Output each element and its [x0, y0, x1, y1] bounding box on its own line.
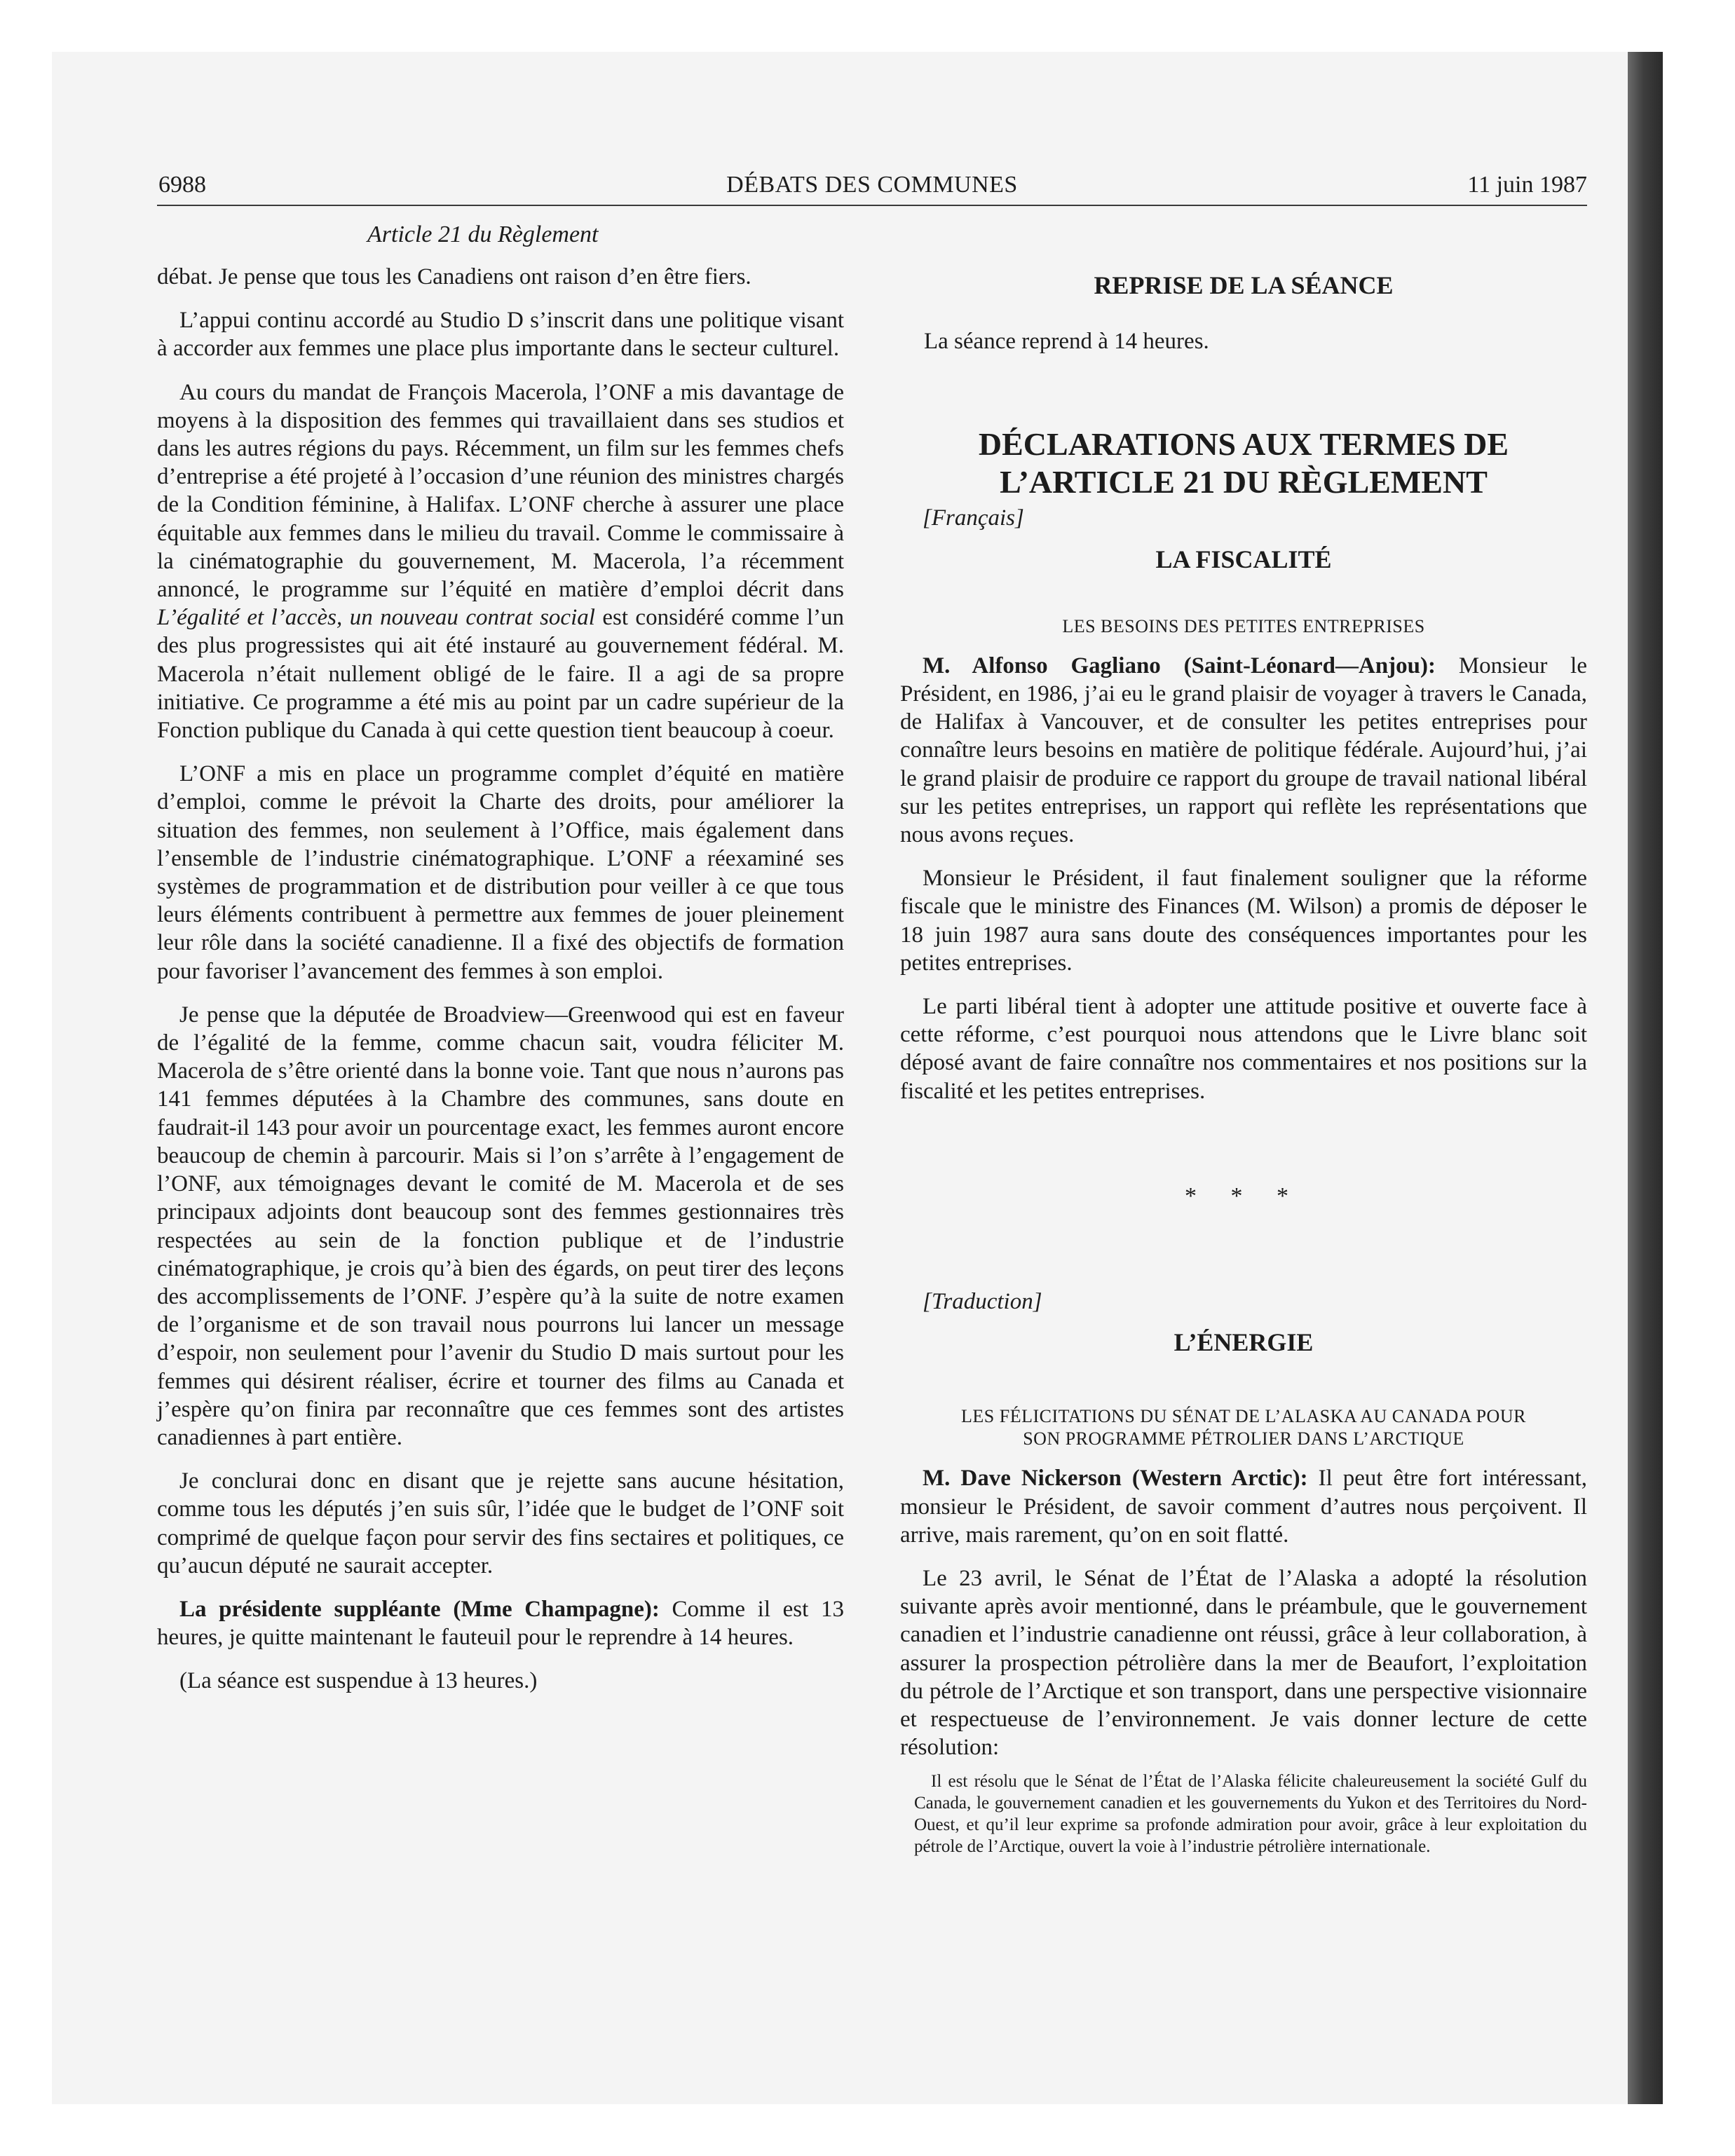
paragraph-text: est considéré comme l’un des plus progressistes qui ait été instauré au gouvernement fédéral. M. Macerola n’était nullement obligé de le faire. Il a agi de sa propre initiative. Ce programme a été mis au point par un cadre supérieur de la Fonction publique du Canada à qui cette question tient beaucoup à coeur.	[157, 605, 845, 744]
section-subheading: SON PROGRAMME PÉTROLIER DANS L’ARCTIQUE	[1023, 1428, 1464, 1449]
paragraph: Je conclurai donc en disant que je rejette sans aucune hésitation, comme tous les députés j’en suis sûr, l’idée que le budget de l’ONF soit comprimé de quelque façon pour servir des fins sectaires et politiques, ce qu’aucun député ne saurait accepter.	[157, 1468, 844, 1578]
running-header	[157, 172, 1587, 205]
paragraph: L’ONF a mis en place un programme complet d’équité en matière d’emploi, comme le prévoit la Charte des droits, pour améliorer la situation des femmes, non seulement à l’Office, mais également dans l’ensemble de l’industrie cinématographique. L’ONF a réexaminé ses systèmes de programmation et de distribution pour veiller à ce que tous leurs éléments contribuent à permettre aux femmes de jouer pleinement leur rôle dans la société canadienne. Il a fixé des objectifs de formation pour favoriser l’avancement des femmes à son emploi.	[157, 761, 844, 984]
paragraph: L’appui continu accordé au Studio D s’inscrit dans une politique visant à accorder aux femmes une place plus importante dans le secteur culturel.	[157, 308, 844, 362]
paragraph: débat. Je pense que tous les Canadiens ont raison d’en être fiers.	[157, 264, 751, 289]
section-heading: LA FISCALITÉ	[1155, 545, 1332, 573]
paragraph: Le 23 avril, le Sénat de l’État de l’Alaska a adopté la résolution suivante après avoir mentionné, dans le préambule, que le gouvernement canadien et l’industrie canadienne ont réussi, grâce à leur collaboration, à assurer la prospection pétrolière dans la mer de Beaufort, l’exploitation du pétrole de l’Arctique et son transport, dans une perspective visionnaire et respectueuse de l’environnement. Je vais donner lecture de cette résolution:	[900, 1566, 1587, 1761]
paragraph: Je pense que la députée de Broadview—Greenwood qui est en faveur de l’égalité de la femme, comme chacun sait, voudra féliciter M. Macerola de s’être orienté dans la bonne voie. Tant que nous n’aurons pas 141 femmes députées à la Chambre des communes, sans doute en faudrait-il 143 pour avoir un pourcentage exact, les femmes auront encore beaucoup de chemin à parcourir. Mais si l’on s’arrête à l’engagement de l’ONF, aux témoignages devant le comité de M. Macerola et de ses principaux adjoints dont beaucoup sont des femmes gestionnaires très respectées au sein de la fonction publique et de l’industrie cinématographique, je crois qu’à bien des égards, on peut tirer des leçons des accomplissements de l’ONF. J’espère qu’à la suite de notre examen de l’organisme et de son travail nous pourrons lui lancer un message d’espoir, non seulement pour l’avenir du Studio D mais surtout pour les femmes qui désirent réaliser, écrire et tourner des films au Canada et j’espère qu’on finira par reconnaître que ces femmes sont des artistes canadiennes à part entière.	[157, 1002, 844, 1450]
section-heading: L’ÉNERGIE	[1173, 1328, 1314, 1357]
paragraph: Monsieur le Président, il faut finalement souligner que la réforme fiscale que le ministre des Finances (M. Wilson) a promis de déposer le 18 juin 1987 aura sans doute des conséquences importantes pour les petites entreprises.	[900, 866, 1587, 976]
main-heading-line: DÉCLARATIONS AUX TERMES DE	[978, 426, 1509, 463]
section-heading: REPRISE DE LA SÉANCE	[1094, 271, 1394, 299]
separator-stars: * * *	[1185, 1182, 1302, 1209]
header-rule	[157, 205, 1587, 206]
paragraph-text: Comme il est 13 heures, je quitte maintenant le fauteuil pour le reprendre à 14 heures.	[157, 1596, 844, 1651]
speaker-name: La présidente suppléante (Mme Champagne):	[179, 1596, 660, 1622]
language-tag: [Traduction]	[923, 1289, 1042, 1315]
left-column	[157, 263, 844, 1711]
paragraph-text: Monsieur le Président, en 1986, j’ai eu le grand plaisir de voyager à travers le Canada, de Halifax à Vancouver, et de consulter les petites entreprises pour connaître leurs besoins en matière de politique fédérale. Aujourd’hui, j’ai le grand plaisir de produire ce rapport du groupe de travail national libéral sur les petites entreprises, un rapport qui reflète les représentations que nous avons reçues.	[900, 653, 1587, 848]
paragraph	[900, 1464, 1587, 1549]
section-subheading: LES FÉLICITATIONS DU SÉNAT DE L’ALASKA AU CANADA POUR	[961, 1406, 1526, 1427]
header-date: 11 juin 1987	[1467, 172, 1587, 198]
running-subhead: Article 21 du Règlement	[367, 221, 599, 247]
page-number: 6988	[158, 172, 206, 198]
paragraph	[900, 652, 1587, 849]
report-title: L’égalité et l’accès, un nouveau contrat social	[157, 605, 595, 631]
paragraph-text: Au cours du mandat de François Macerola, l’ONF a mis davantage de moyens à la disposition des femmes qui travaillaient dans ses studios et dans les autres régions du pays. Récemment, un film sur les femmes chefs d’entreprise a été projeté à l’occasion d’une réunion des ministres chargés de la Condition féminine, à Halifax. L’ONF cherche à assurer une place équitable aux femmes dans le milieu du travail. Comme le commissaire à la cinématographie du gouvernement, M. Macerola, l’a récemment annoncé, le programme sur l’équité en matière d’emploi décrit dans	[157, 379, 844, 603]
speaker-name: M. Dave Nickerson (Western Arctic):	[923, 1466, 1308, 1492]
right-column	[900, 263, 1587, 1857]
quoted-resolution	[900, 1770, 1587, 1857]
paragraph	[157, 378, 844, 745]
main-heading-line: L’ARTICLE 21 DU RÈGLEMENT	[1000, 464, 1488, 500]
speaker-name: M. Alfonso Gagliano (Saint-Léonard—Anjou):	[923, 653, 1436, 678]
binding-edge	[1628, 52, 1663, 2104]
quote-text: Il est résolu que le Sénat de l’État de l’Alaska félicite chaleureusement la société Gulf du Canada, le gouvernement canadien et les gouvernements du Yukon et des Territoires du Nord-Ouest, et qu’il leur exprime sa profonde admiration pour avoir, grâce à leur exploitation du pétrole de l’Arctique, ouvert la voie à l’industrie pétrolière internationale.	[914, 1771, 1587, 1856]
paragraph: (La séance est suspendue à 13 heures.)	[179, 1668, 538, 1694]
document-page	[157, 0, 1587, 2156]
paragraph: Le parti libéral tient à adopter une attitude positive et ouverte face à cette réforme, c’est pourquoi nous attendons que le Livre blanc soit déposé avant de faire connaître nos commentaires et nos positions sur la fiscalité et les petites entreprises.	[900, 994, 1587, 1104]
section-subheading: LES BESOINS DES PETITES ENTREPRISES	[1062, 615, 1425, 636]
paragraph	[157, 1595, 844, 1651]
paragraph-text: Il peut être fort intéressant, monsieur le Président, de savoir comment d’autres nous perçoivent. Il arrive, mais rarement, qu’on en soit flatté.	[900, 1466, 1587, 1548]
publication-title: DÉBATS DES COMMUNES	[726, 172, 1018, 198]
paragraph: La séance reprend à 14 heures.	[924, 329, 1209, 355]
language-tag: [Français]	[923, 505, 1024, 531]
